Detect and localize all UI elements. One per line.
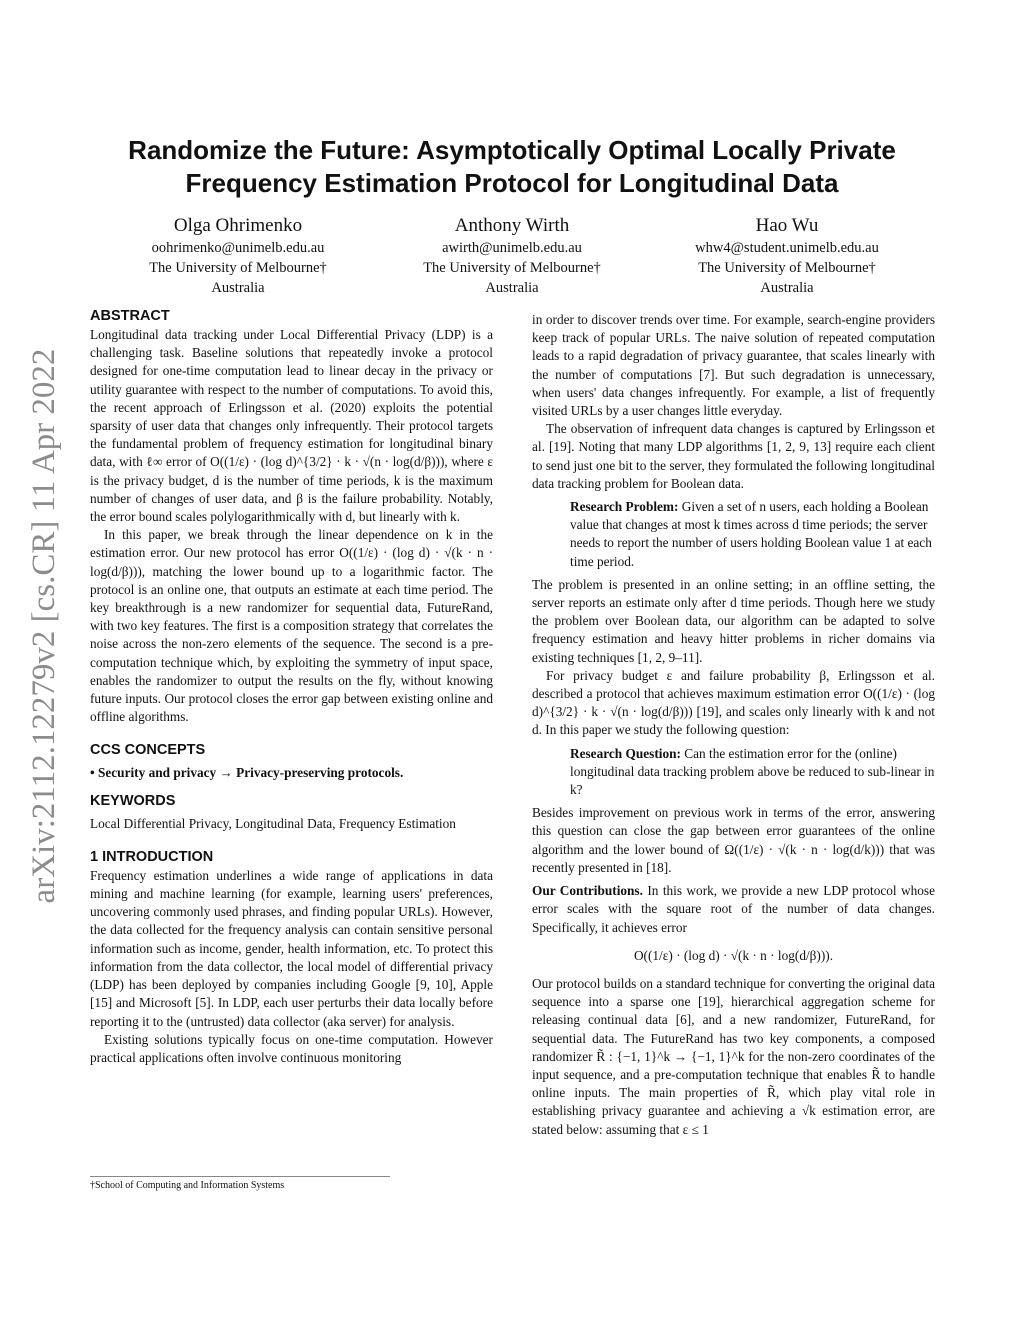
contributions-text: In this work, we provide a new LDP protocol whose error scales with the square root of the number of data changes. Specifically, it achieves error: [532, 883, 935, 935]
title-line-1: Randomize the Future: Asymptotically Optimal Locally Private: [128, 135, 896, 165]
ccs-heading: CCS CONCEPTS: [90, 742, 206, 759]
author-affiliation: The University of Melbourne†: [149, 260, 327, 276]
author-affiliation: The University of Melbourne†: [423, 260, 601, 276]
research-question-label: Research Question:: [570, 745, 681, 761]
author-country: Australia: [211, 280, 265, 296]
author-name: Anthony Wirth: [454, 215, 570, 236]
author-name: Hao Wu: [755, 215, 819, 236]
contributions-paragraph: [532, 882, 935, 937]
author-email: awirth@unimelb.edu.au: [442, 240, 582, 256]
author-country: Australia: [760, 280, 814, 296]
keywords-text: Local Differential Privacy, Longitudinal Data, Frequency Estimation: [90, 815, 456, 831]
research-problem-label: Research Problem:: [570, 499, 679, 515]
right-paragraph-2: The observation of infrequent data changes is captured by Erlingsson et al. [19]. Noting that many LDP algorithms [1, 2, 9, 13] require each client to send just one bit to the server, they formulated the following longitudinal data tracking problem for Boolean data.: [532, 421, 935, 491]
author-affiliation: The University of Melbourne†: [698, 260, 876, 276]
author-block-2: [372, 214, 652, 298]
right-paragraph-5: Besides improvement on previous work in terms of the error, answering this question can close the gap between error guarantees of the online algorithm and the lower bound of Ω((1/ε) · √(k · n · log(d/k))) that was recently presented in [18].: [532, 805, 935, 875]
ccs-concepts: [90, 764, 493, 782]
research-question-text: Can the estimation error for the (online) longitudinal data tracking problem above be reduced to sub-linear in k?: [570, 745, 935, 798]
abstract-paragraph-2: In this paper, we break through the linear dependence on k in the estimation error. Our new protocol has error O((1/ε) · (log d) · √(k · n · log(d/β))), matching the lower bound up to a logarithmic factor. The protocol is an online one, that outputs an estimate at each time period. The key breakthrough is a new randomizer for sequential data, FutureRand, with two key features. The first is a composition strategy that correlates the noise across the non-zero elements of the sequence. The second is a pre-computation technique which, by exploiting the symmetry of input space, enables the randomizer to output the results on the fly, without knowing future inputs. Our protocol closes the error gap between existing online and offline algorithms.: [90, 527, 493, 725]
error-equation: O((1/ε) · (log d) · √(k · n · log(d/β))).: [633, 947, 834, 963]
intro-paragraph-2: Existing solutions typically focus on one-time computation. However practical applications often involve continuous monitoring: [90, 1031, 493, 1065]
ccs-text: • Security and privacy → Privacy-preserving protocols.: [90, 765, 404, 781]
author-email: whw4@student.unimelb.edu.au: [695, 240, 879, 256]
research-problem-text: Given a set of n users, each holding a Boolean value that changes at most k times across d time periods; the server needs to report the number of users holding Boolean value 1 at each time period.: [570, 499, 932, 569]
right-paragraph-1: in order to discover trends over time. For example, search-engine providers keep track of popular URLs. The naive solution of repeated computation leads to a rapid degradation of privacy guarantee, that scales linearly with the number of computations [7]. But such degradation is unnecessary, when users' data changes infrequently. For example, a list of frequently visited URLs by a user changes little everyday.: [532, 312, 935, 419]
intro-paragraph-1: Frequency estimation underlines a wide range of applications in data mining and machine learning (for example, learning users' preferences, uncovering commonly used phrases, and finding popular URLs). However, the data collected for the frequency analysis can contain sensitive personal information such as income, gender, health information, etc. To protect this information from the data collector, the local model of differential privacy (LDP) has been deployed by companies including Google [9, 10], Apple [15] and Microsoft [5]. In LDP, each user perturbs their data locally before reporting it to the (untrusted) data collector (aka server) for analysis.: [90, 867, 493, 1029]
right-paragraph-3: The problem is presented in an online setting; in an offline setting, the server reports an estimate only after d time periods. Though here we study the problem over Boolean data, our algorithm can be adapted to solve frequency estimation and heavy hitter problems in richer domains via existing techniques [1, 2, 9–11].: [532, 576, 935, 665]
research-question-box: [570, 745, 935, 800]
keywords-heading: KEYWORDS: [90, 792, 176, 809]
research-problem-box: [570, 498, 935, 571]
right-column: [532, 311, 935, 1139]
title-line-2: Frequency Estimation Protocol for Longitudinal Data: [185, 168, 839, 198]
intro-heading: 1 INTRODUCTION: [90, 848, 214, 865]
abstract-paragraph-1: Longitudinal data tracking under Local Differential Privacy (LDP) is a challenging task. Baseline solutions that repeatedly invoke a protocol designed for one-time computation lead to linear decay in the privacy or utility guarantee with respect to the number of computations. To avoid this, the recent approach of Erlingsson et al. (2020) exploits the potential sparsity of user data that changes only infrequently. Their protocol targets the fundamental problem of frequency estimation for longitudinal binary data, with ℓ∞ error of O((1/ε) · (log d)^{3/2} · k · √(n · log(d/β))), where ε is the privacy budget, d is the number of time periods, k is the maximum number of changes of user data, and β is the failure probability. Notably, the error bound scales polylogarithmically with d, but linearly with k.: [90, 327, 493, 525]
right-paragraph-4: For privacy budget ε and failure probability β, Erlingsson et al. described a protocol that achieves maximum estimation error O((1/ε) · (log d)^{3/2} · k · √(n · log(d/β))) [19], and scales only linearly with k and not d. In this paper we study the following question:: [532, 667, 935, 738]
footnote: †School of Computing and Information Systems: [90, 1176, 390, 1191]
author-block-3: [647, 214, 927, 298]
paper-title: [60, 134, 964, 200]
contributions-label: Our Contributions.: [532, 883, 643, 899]
author-email: oohrimenko@unimelb.edu.au: [151, 240, 325, 256]
left-column: [90, 306, 493, 1067]
author-name: Olga Ohrimenko: [173, 215, 303, 236]
author-country: Australia: [485, 280, 539, 296]
abstract-heading: ABSTRACT: [90, 308, 170, 324]
author-block-1: [98, 214, 378, 298]
arxiv-side-label: arXiv:2112.12279v2 [cs.CR] 11 Apr 2022: [26, 348, 62, 904]
right-paragraph-6: Our protocol builds on a standard technique for converting the original data sequence into a sparse one [19], hierarchical aggregation scheme for releasing continual data [6], and a new randomizer, FutureRand, for sequential data. The FutureRand has two key components, a composed randomizer R̃ : {−1, 1}^k → {−1, 1}^k for the non-zero coordinates of the input sequence, and a pre-computation technique that enables R̃ to handle online inputs. The main properties of R̃, which play vital role in establishing privacy guarantee and achieving a √k estimation error, are stated below: assuming that ε ≤ 1: [532, 975, 935, 1137]
